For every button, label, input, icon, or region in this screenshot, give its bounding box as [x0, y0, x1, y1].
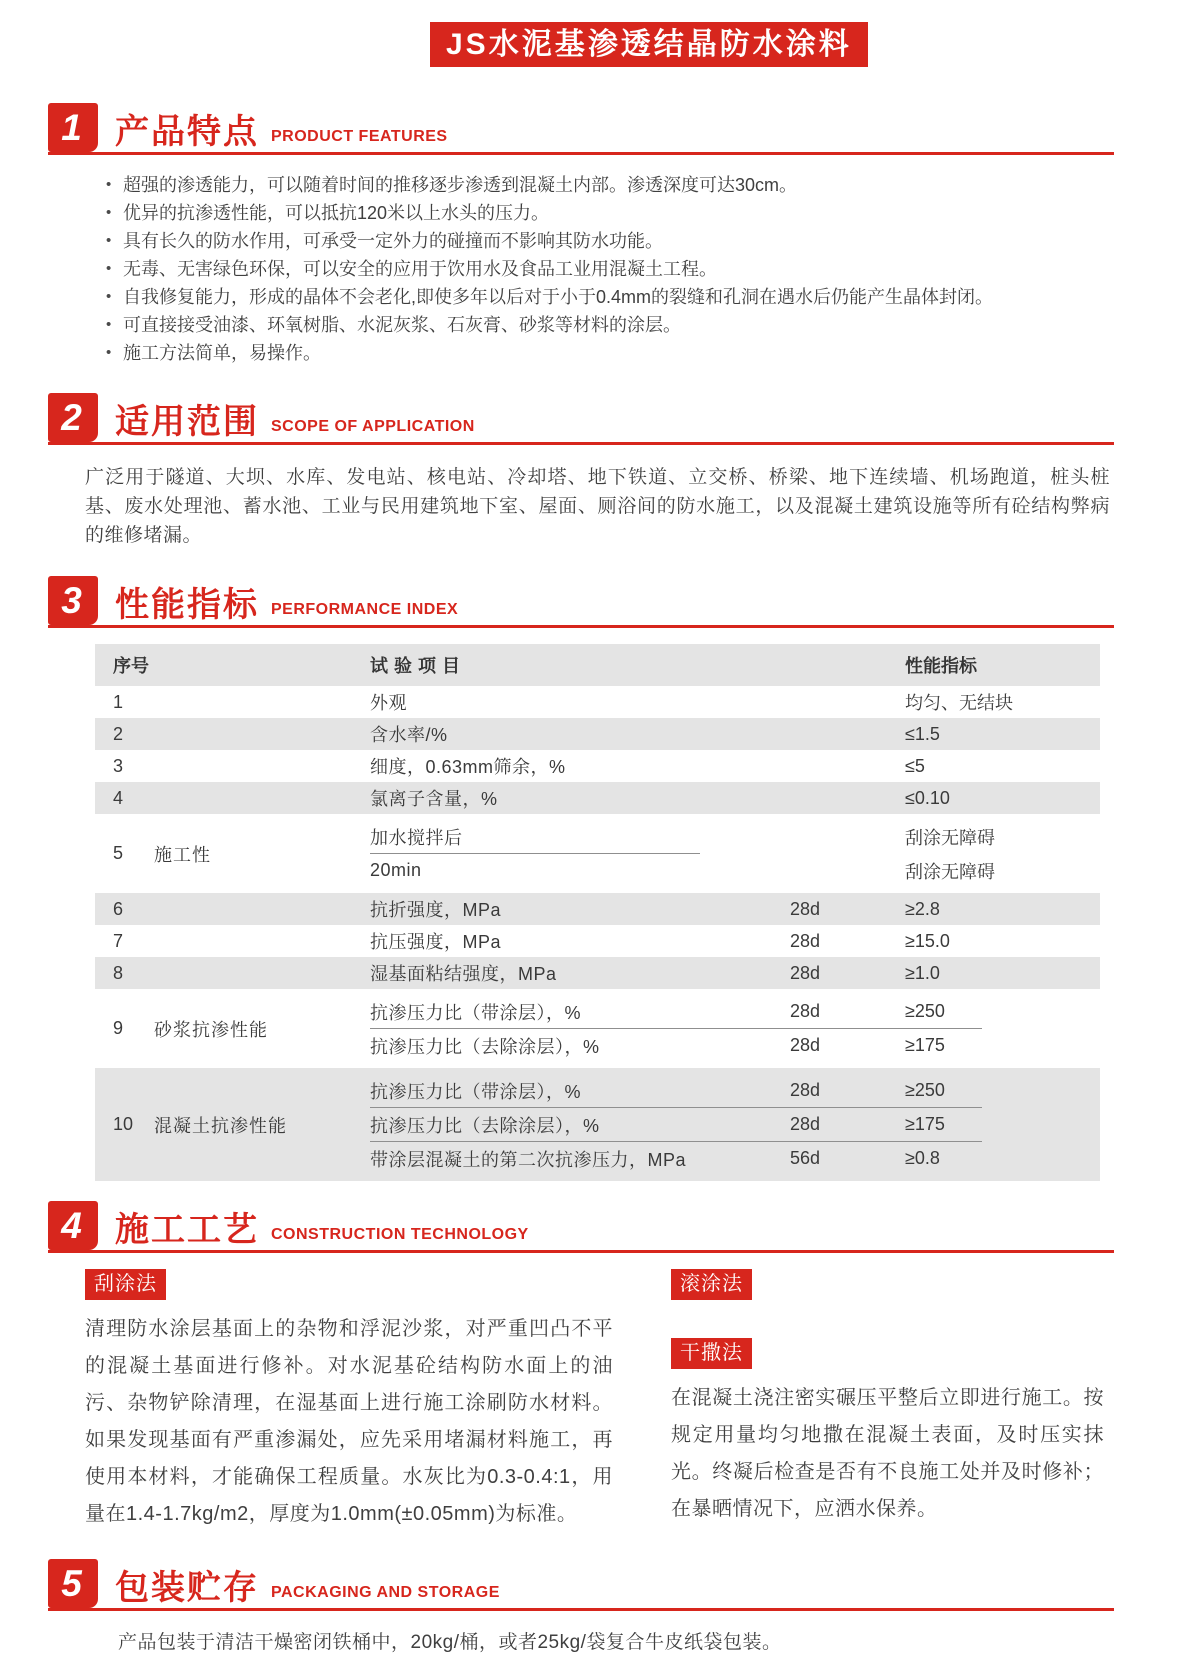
- scope-paragraph: 广泛用于隧道、大坝、水库、发电站、核电站、冷却塔、地下铁道、立交桥、桥梁、地下连续墙、机场跑道，桩头桩基、废水处理池、蓄水池、工业与民用建筑地下室、屋面、厕浴间的防水施工，以及混凝土建筑设施等所有砼结构弊病的维修堵漏。: [85, 467, 1110, 546]
- roll-dry-column: [671, 1269, 1104, 1533]
- section-4-header: [48, 1201, 1114, 1253]
- cell-no: 9: [113, 1018, 124, 1038]
- dry-sprinkle-method-body: 在混凝土浇注密实碾压平整后立即进行施工。按规定用量均匀地撒在混凝土表面，及时压实抹光。终凝后检查是否有不良施工处并及时修补；在暴晒情况下，应洒水保养。: [671, 1387, 1104, 1520]
- cell-age: 28d: [790, 962, 821, 983]
- section-1-header: [48, 103, 1114, 155]
- cell-value: 刮涂无障碍: [905, 861, 995, 882]
- cell-item: 细度，0.63mm筛余，%: [370, 757, 566, 777]
- cell-item: 抗压强度，MPa: [370, 932, 502, 952]
- feature-item: • 施工方法简单，易操作。: [104, 339, 1119, 367]
- cell-item: 抗渗压力比（去除涂层），%: [370, 1115, 600, 1136]
- scrape-coating-column: [85, 1269, 613, 1533]
- cell-no: 2: [113, 723, 124, 744]
- packaging-text: 产品包装于清洁干燥密闭铁桶中，20kg/桶，或者25kg/袋复合牛皮纸袋包装。: [118, 1632, 782, 1653]
- section-4-subtitle: CONSTRUCTION TECHNOLOGY: [271, 1226, 529, 1243]
- section-2-subtitle: SCOPE OF APPLICATION: [271, 418, 475, 435]
- table-row: [95, 718, 1100, 750]
- cell-value: ≥175: [905, 1114, 945, 1134]
- cell-value: ≤1.5: [905, 723, 940, 744]
- cell-item: 抗渗压力比（带涂层），%: [370, 1081, 582, 1102]
- cell-item: 含水率/%: [370, 725, 448, 745]
- cell-no: 8: [113, 962, 124, 983]
- section-1-number: 1: [48, 103, 98, 152]
- table-row: [95, 782, 1100, 814]
- feature-item: • 具有长久的防水作用，可承受一定外力的碰撞而不影响其防水功能。: [104, 227, 1119, 255]
- cell-value: ≥15.0: [905, 930, 950, 951]
- cell-no: 5: [113, 843, 124, 863]
- section-2-number: 2: [48, 393, 98, 442]
- construction-columns: [85, 1269, 1104, 1533]
- cell-age: 28d: [790, 1114, 821, 1134]
- cell-item: 外观: [370, 693, 407, 713]
- section-5-header: [48, 1559, 1114, 1611]
- cell-value: ≤0.10: [905, 787, 950, 808]
- cell-no: 4: [113, 787, 124, 808]
- cell-age: 28d: [790, 1001, 821, 1021]
- cell-age: 28d: [790, 1080, 821, 1100]
- cell-no: 7: [113, 930, 124, 951]
- feature-item: • 自我修复能力，形成的晶体不会老化,即使多年以后对于小于0.4mm的裂缝和孔洞在遇水后仍能产生晶体封闭。: [104, 283, 1119, 311]
- cell-item: 20min: [370, 860, 422, 880]
- cell-item: 加水搅拌后: [370, 827, 463, 848]
- section-2-title: 适用范围: [115, 403, 259, 441]
- table-row: [95, 814, 1100, 893]
- cell-value: 刮涂无障碍: [905, 827, 995, 848]
- feature-item: • 超强的渗透能力，可以随着时间的推移逐步渗透到混凝土内部。渗透深度可达30cm。: [104, 171, 1119, 199]
- table-row: [95, 893, 1100, 925]
- cell-item: 湿基面粘结强度，MPa: [370, 964, 557, 984]
- table-row: [95, 957, 1100, 989]
- cell-value: ≥250: [905, 1001, 945, 1021]
- cell-age: 28d: [790, 898, 821, 919]
- header-index: 性能指标: [905, 656, 977, 676]
- cell-category: 混凝土抗渗性能: [154, 1115, 287, 1136]
- cell-no: 1: [113, 691, 124, 712]
- scrape-method-body: 清理防水涂层基面上的杂物和浮泥沙浆，对严重凹凸不平的混凝土基面进行修补。对水泥基砼结构防水面上的油污、杂物铲除清理，在湿基面上进行施工涂刷防水材料。如果发现基面有严重渗漏处，应先采用堵漏材料施工，再使用本材料，才能确保工程质量。水灰比为0.3-0.4:1，用量在1.4-1.7kg/m2，厚度为1.0mm(±0.05mm)为标准。: [85, 1318, 613, 1525]
- cell-age: 28d: [790, 930, 821, 951]
- header-item: 试 验 项 目: [370, 656, 461, 676]
- table-row: [95, 989, 1100, 1068]
- cell-value: ≥2.8: [905, 898, 940, 919]
- table-row: [95, 925, 1100, 957]
- cell-value: ≥0.8: [905, 1148, 940, 1168]
- cell-item: 氯离子含量，%: [370, 789, 498, 809]
- cell-item: 带涂层混凝土的第二次抗渗压力，MPa: [370, 1149, 687, 1170]
- section-3-title: 性能指标: [115, 586, 259, 624]
- section-2-header: [48, 393, 1114, 445]
- cell-no: 3: [113, 755, 124, 776]
- cell-value: ≥175: [905, 1035, 945, 1055]
- cell-age: 28d: [790, 1035, 821, 1055]
- cell-value: ≥1.0: [905, 962, 940, 983]
- feature-list: [104, 171, 1119, 367]
- cell-value: 均匀、无结块: [905, 693, 1013, 713]
- cell-item: 抗渗压力比（带涂层），%: [370, 1002, 582, 1023]
- table-row: [95, 750, 1100, 782]
- feature-item: • 无毒、无害绿色环保，可以安全的应用于饮用水及食品工业用混凝土工程。: [104, 255, 1119, 283]
- section-3-subtitle: PERFORMANCE INDEX: [271, 601, 459, 618]
- cell-value: ≥250: [905, 1080, 945, 1100]
- cell-category: 施工性: [154, 844, 211, 865]
- section-5-number: 5: [48, 1559, 98, 1608]
- roll-method-badge: 滚涂法: [671, 1269, 752, 1300]
- dry-sprinkle-method-badge: 干撒法: [671, 1338, 752, 1369]
- table-header-row: [95, 644, 1100, 686]
- cell-no: 10: [113, 1114, 134, 1134]
- table-row: [95, 686, 1100, 718]
- cell-no: 6: [113, 898, 124, 919]
- cell-item: 抗渗压力比（去除涂层），%: [370, 1036, 600, 1057]
- section-1-title: 产品特点: [115, 113, 259, 151]
- cell-value: ≤5: [905, 755, 925, 776]
- section-5-subtitle: PACKAGING AND STORAGE: [271, 1584, 500, 1601]
- scrape-method-badge: 刮涂法: [85, 1269, 166, 1300]
- section-5-title: 包装贮存: [115, 1569, 259, 1607]
- section-4-title: 施工工艺: [115, 1211, 259, 1249]
- cell-age: 56d: [790, 1148, 821, 1168]
- section-4-number: 4: [48, 1201, 98, 1250]
- product-title-banner: JS水泥基渗透结晶防水涂料: [430, 22, 868, 67]
- cell-item: 抗折强度，MPa: [370, 900, 502, 920]
- feature-item: • 可直接接受油漆、环氧树脂、水泥灰浆、石灰膏、砂浆等材料的涂层。: [104, 311, 1119, 339]
- section-1-subtitle: PRODUCT FEATURES: [271, 128, 448, 145]
- header-no: 序号: [113, 656, 149, 676]
- section-3-header: [48, 576, 1114, 628]
- cell-category: 砂浆抗渗性能: [154, 1019, 268, 1040]
- feature-item: • 优异的抗渗透性能，可以抵抗120米以上水头的压力。: [104, 199, 1119, 227]
- performance-table: [95, 644, 1100, 1181]
- table-row: [95, 1068, 1100, 1181]
- section-3-number: 3: [48, 576, 98, 625]
